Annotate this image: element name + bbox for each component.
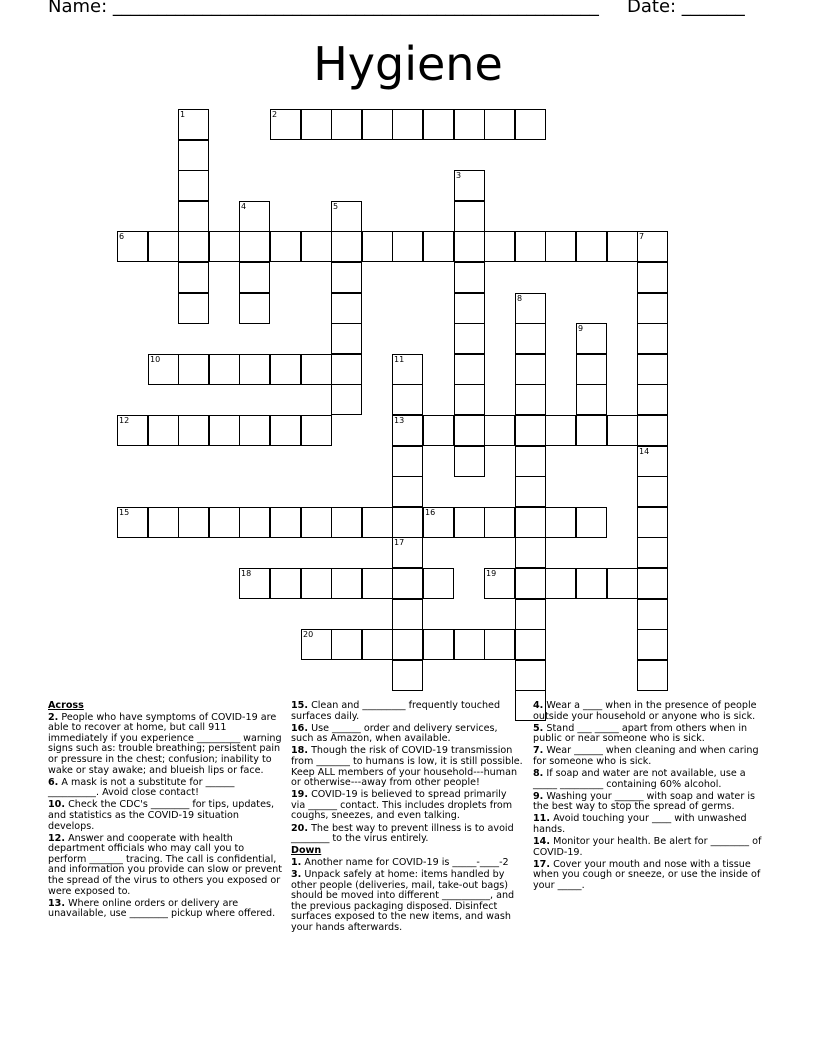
crossword-cell[interactable] (576, 384, 607, 415)
crossword-cell[interactable] (637, 629, 668, 660)
crossword-cell[interactable] (392, 476, 423, 507)
crossword-cell[interactable] (576, 323, 607, 354)
crossword-cell[interactable] (178, 507, 209, 538)
crossword-cell[interactable] (515, 629, 546, 660)
crossword-cell[interactable] (331, 629, 362, 660)
crossword-cell[interactable] (331, 109, 362, 140)
crossword-cell[interactable] (331, 323, 362, 354)
crossword-cell[interactable] (301, 568, 332, 599)
crossword-cell[interactable] (148, 354, 179, 385)
crossword-cell[interactable] (515, 660, 546, 691)
crossword-cell[interactable] (178, 140, 209, 171)
crossword-cell[interactable] (484, 415, 515, 446)
clue-number: 8 (517, 294, 523, 303)
clue-number: 11 (394, 355, 405, 364)
crossword-cell[interactable] (484, 507, 515, 538)
crossword-cell[interactable] (301, 415, 332, 446)
crossword-cell[interactable] (239, 262, 270, 293)
crossword-cell[interactable] (239, 507, 270, 538)
crossword-cell[interactable] (270, 568, 301, 599)
crossword-cell[interactable] (637, 537, 668, 568)
clue-number: 10 (150, 355, 161, 364)
crossword-cell[interactable] (239, 415, 270, 446)
crossword-cell[interactable] (515, 599, 546, 630)
crossword-cell[interactable] (637, 323, 668, 354)
crossword-cell[interactable] (423, 507, 454, 538)
crossword-cell[interactable] (454, 415, 485, 446)
clue-across-19: 19. COVID-19 is believed to spread primarily via ______ contact. This includes droplets from coughs, sneezes, and even talking. (291, 789, 513, 822)
crossword-cell[interactable] (392, 354, 423, 385)
clue-down-3: 3. Unpack safely at home: items handled by other people (deliveries, mail, take-out bags) should be moved into different __________, and the previous packaging disposed. Disinfect surfaces exposed to the new items, and wash your hands afterwards. (291, 868, 515, 933)
clue-across-16: 16. Use ______ order and delivery services, such as Amazon, when available. (291, 722, 498, 745)
crossword-cell[interactable] (454, 354, 485, 385)
clue-number: 12 (119, 416, 130, 425)
crossword-cell[interactable] (392, 415, 423, 446)
crossword-cell[interactable] (148, 415, 179, 446)
clue-across-10: 10. Check the CDC's ________ for tips, updates, and statistics as the COVID-19 situation develops. (48, 799, 275, 832)
clue-number: 15 (119, 508, 130, 517)
crossword-cell[interactable] (454, 629, 485, 660)
name-field-label: Name: ______________________________________________________ (48, 0, 599, 17)
crossword-cell[interactable] (239, 201, 270, 232)
crossword-cell[interactable] (239, 568, 270, 599)
crossword-cell[interactable] (209, 507, 240, 538)
crossword-cell[interactable] (454, 384, 485, 415)
crossword-cell[interactable] (637, 446, 668, 477)
clue-down-9: 9. Washing your ______ with soap and water is the best way to stop the spread of germs. (533, 790, 755, 813)
down-heading: Down (291, 845, 322, 857)
clue-number: 17 (394, 538, 405, 547)
crossword-cell[interactable] (270, 354, 301, 385)
clue-down-17: 17. Cover your mouth and nose with a tissue when you cough or sneeze, or use the inside of your _____. (533, 858, 761, 891)
crossword-cell[interactable] (362, 231, 393, 262)
clue-down-8: 8. If soap and water are not available, use a _____ _________ containing 60% alcohol. (533, 768, 746, 790)
crossword-cell[interactable] (423, 568, 454, 599)
crossword-cell[interactable] (423, 629, 454, 660)
clue-number: 18 (241, 569, 252, 578)
crossword-cell[interactable] (423, 415, 454, 446)
clues-column-1 (48, 701, 284, 921)
crossword-cell[interactable] (454, 262, 485, 293)
crossword-cell[interactable] (454, 201, 485, 232)
crossword-cell[interactable] (301, 109, 332, 140)
crossword-cell[interactable] (392, 629, 423, 660)
crossword-cell[interactable] (637, 293, 668, 324)
crossword-cell[interactable] (209, 354, 240, 385)
crossword-cell[interactable] (270, 507, 301, 538)
crossword-cell[interactable] (576, 507, 607, 538)
crossword-cell[interactable] (515, 476, 546, 507)
clue-number: 3 (456, 171, 462, 180)
crossword-cell[interactable] (362, 629, 393, 660)
crossword-cell[interactable] (178, 415, 209, 446)
crossword-cell[interactable] (545, 507, 576, 538)
crossword-cell[interactable] (637, 599, 668, 630)
clue-number: 7 (639, 232, 645, 241)
clues-column-2 (291, 701, 523, 935)
crossword-cell[interactable] (607, 231, 638, 262)
crossword-cell[interactable] (331, 354, 362, 385)
clue-across-2: 2. People who have symptoms of COVID-19 are able to recover at home, but call 911 immediately if you experience _________ warning signs such as: trouble breathing; persistent pain or pressure in the chest; confusion; inability to wake or stay awake; and blueish lips or face. (48, 711, 282, 776)
clue-across-18: 18. Though the risk of COVID-19 transmission from _______ to humans is low, it is still possible. Keep ALL members of your household---human or otherwise---away from other people! (291, 745, 523, 789)
crossword-cell[interactable] (484, 629, 515, 660)
crossword-cell[interactable] (301, 629, 332, 660)
clue-down-5: 5. Stand ___ _____ apart from others when in public or near someone who is sick. (533, 722, 748, 745)
crossword-cell[interactable] (637, 507, 668, 538)
crossword-cell[interactable] (515, 293, 546, 324)
crossword-cell[interactable] (515, 507, 546, 538)
crossword-cell[interactable] (454, 446, 485, 477)
crossword-cell[interactable] (637, 476, 668, 507)
crossword-cell[interactable] (392, 507, 423, 538)
crossword-cell[interactable] (301, 507, 332, 538)
crossword-cell[interactable] (178, 293, 209, 324)
crossword-cell[interactable] (515, 568, 546, 599)
crossword-cell[interactable] (148, 231, 179, 262)
crossword-cell[interactable] (576, 354, 607, 385)
crossword-cell[interactable] (178, 170, 209, 201)
crossword-cell[interactable] (545, 568, 576, 599)
crossword-cell[interactable] (576, 231, 607, 262)
crossword-cell[interactable] (454, 231, 485, 262)
crossword-cell[interactable] (301, 231, 332, 262)
crossword-cell[interactable] (515, 415, 546, 446)
crossword-cell[interactable] (576, 415, 607, 446)
crossword-cell[interactable] (545, 231, 576, 262)
crossword-cell[interactable] (178, 109, 209, 140)
crossword-cell[interactable] (607, 568, 638, 599)
crossword-cell[interactable] (637, 568, 668, 599)
crossword-cell[interactable] (331, 568, 362, 599)
crossword-cell[interactable] (331, 201, 362, 232)
crossword-cell[interactable] (117, 231, 148, 262)
crossword-cell[interactable] (392, 384, 423, 415)
crossword-cell[interactable] (362, 109, 393, 140)
clue-number: 13 (394, 416, 405, 425)
crossword-cell[interactable] (392, 599, 423, 630)
clue-across-6: 6. A mask is not a substitute for ______ __________. Avoid close contact! (48, 776, 235, 799)
clue-number: 1 (180, 110, 186, 119)
crossword-cell[interactable] (178, 262, 209, 293)
clue-number: 2 (272, 110, 278, 119)
crossword-cell[interactable] (545, 415, 576, 446)
crossword-cell[interactable] (515, 354, 546, 385)
crossword-cell[interactable] (454, 507, 485, 538)
clue-down-1: 1. Another name for COVID-19 is _____-____-2 (291, 856, 509, 868)
clue-number: 19 (486, 569, 497, 578)
crossword-cell[interactable] (454, 293, 485, 324)
crossword-cell[interactable] (454, 109, 485, 140)
crossword-cell[interactable] (392, 568, 423, 599)
crossword-cell[interactable] (331, 262, 362, 293)
crossword-cell[interactable] (515, 537, 546, 568)
crossword-cell[interactable] (392, 109, 423, 140)
crossword-cell[interactable] (576, 568, 607, 599)
crossword-cell[interactable] (209, 231, 240, 262)
clue-down-11: 11. Avoid touching your ____ with unwashed hands. (533, 813, 747, 836)
crossword-cell[interactable] (515, 323, 546, 354)
crossword-cell[interactable] (392, 660, 423, 691)
crossword-cell[interactable] (117, 507, 148, 538)
crossword-cell[interactable] (637, 660, 668, 691)
crossword-cell[interactable] (239, 293, 270, 324)
clue-number: 6 (119, 232, 125, 241)
crossword-cell[interactable] (607, 415, 638, 446)
crossword-cell[interactable] (454, 170, 485, 201)
crossword-cell[interactable] (331, 293, 362, 324)
crossword-cell[interactable] (239, 354, 270, 385)
crossword-cell[interactable] (423, 231, 454, 262)
clue-number: 5 (333, 202, 339, 211)
crossword-cell[interactable] (362, 507, 393, 538)
crossword-cell[interactable] (515, 109, 546, 140)
crossword-cell[interactable] (209, 415, 240, 446)
crossword-cell[interactable] (301, 354, 332, 385)
clue-number: 14 (639, 447, 650, 456)
crossword-cell[interactable] (270, 415, 301, 446)
crossword-cell[interactable] (637, 262, 668, 293)
crossword-cell[interactable] (331, 384, 362, 415)
crossword-cell[interactable] (178, 354, 209, 385)
clue-across-15: 15. Clean and _________ frequently touched surfaces daily. (291, 700, 501, 722)
crossword-cell[interactable] (392, 537, 423, 568)
clue-number: 20 (303, 630, 314, 639)
clues-column-3 (533, 701, 768, 893)
crossword-cell[interactable] (331, 507, 362, 538)
clue-across-12: 12. Answer and cooperate with health department officials who may call you to perform _______ tracing. The call is confidential, and information you provide can slow or prevent the spread of the virus to others you exposed or were exposed to. (48, 832, 282, 897)
crossword-cell[interactable] (392, 231, 423, 262)
clue-across-20: 20. The best way to prevent illness is to avoid ________ to the virus entirely. (291, 822, 514, 845)
crossword-cell[interactable] (392, 446, 423, 477)
crossword-cell[interactable] (637, 354, 668, 385)
crossword-cell[interactable] (484, 568, 515, 599)
crossword-cell[interactable] (270, 231, 301, 262)
crossword-cell[interactable] (178, 201, 209, 232)
crossword-cell[interactable] (484, 109, 515, 140)
clue-across-13: 13. Where online orders or delivery are unavailable, use ________ pickup where offered. (48, 897, 276, 920)
crossword-cell[interactable] (362, 568, 393, 599)
crossword-cell[interactable] (239, 231, 270, 262)
crossword-cell[interactable] (331, 231, 362, 262)
clue-number: 4 (241, 202, 247, 211)
crossword-cell[interactable] (423, 109, 454, 140)
crossword-cell[interactable] (178, 231, 209, 262)
clue-down-14: 14. Monitor your health. Be alert for ________ of COVID-19. (533, 836, 762, 858)
clue-down-7: 7. Wear ______ when cleaning and when caring for someone who is sick. (533, 745, 759, 767)
crossword-cell[interactable] (515, 384, 546, 415)
crossword-cell[interactable] (637, 384, 668, 415)
crossword-cell[interactable] (454, 323, 485, 354)
crossword-cell[interactable] (637, 231, 668, 262)
clue-number: 9 (578, 324, 584, 333)
crossword-cell[interactable] (117, 415, 148, 446)
crossword-cell[interactable] (270, 109, 301, 140)
across-heading: Across (48, 700, 84, 711)
crossword-cell[interactable] (515, 231, 546, 262)
crossword-cell[interactable] (637, 415, 668, 446)
puzzle-title: Hygiene (313, 37, 503, 91)
crossword-cell[interactable] (148, 507, 179, 538)
crossword-cell[interactable] (484, 231, 515, 262)
crossword-cell[interactable] (515, 446, 546, 477)
clue-down-4: 4. Wear a ____ when in the presence of people outside your household or anyone who is sick. (533, 700, 757, 722)
clue-number: 16 (425, 508, 436, 517)
date-field-label: Date: _______ (627, 0, 745, 17)
